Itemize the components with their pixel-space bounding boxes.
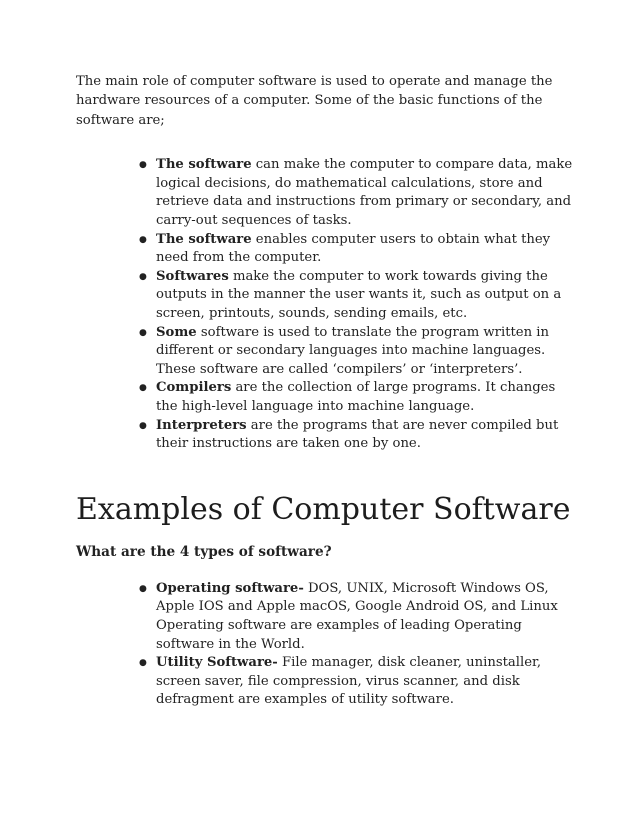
item-text: software is used to translate the program written in different or secondary languages into machine languages. These software are called ‘compilers’ or ‘interpreters’. xyxy=(156,324,549,377)
list-item xyxy=(76,324,576,380)
list-item xyxy=(76,417,576,454)
bullet-icon: ● xyxy=(139,658,147,669)
item-bold-lead: Utility Software- xyxy=(156,655,278,671)
bullet-icon: ● xyxy=(139,327,147,338)
item-bold-lead: Interpreters xyxy=(156,417,247,433)
item-bold-lead: Softwares xyxy=(156,268,229,284)
section-subheading: What are the 4 types of software? xyxy=(76,543,332,560)
item-text: enables computer users to obtain what they need from the computer. xyxy=(156,231,551,266)
item-text: can make the computer to compare data, make logical decisions, do mathematical calculations, store and retrieve data and instructions from primary or secondary, and carry-out sequences of tasks. xyxy=(156,157,573,228)
item-bold-lead: The software xyxy=(156,231,252,247)
list-item xyxy=(76,231,576,268)
item-text: File manager, disk cleaner, uninstaller, screen saver, file compression, virus scanner, and disk defragment are examples of utility software. xyxy=(156,655,542,708)
section-heading: Examples of Computer Software xyxy=(76,491,571,527)
bullet-icon: ● xyxy=(139,234,147,245)
list-item xyxy=(76,379,576,416)
item-bold-lead: Some xyxy=(156,324,197,340)
list-item xyxy=(76,580,576,654)
item-text: are the collection of large programs. It changes the high-level language into machine language. xyxy=(156,380,556,414)
item-text: make the computer to work towards giving the outputs in the manner the user wants it, such as output on a screen, printouts, sounds, sending emails, etc. xyxy=(156,268,562,321)
list-item xyxy=(76,654,576,710)
item-bold-lead: Operating software- xyxy=(156,580,304,596)
item-bold-lead: Compilers xyxy=(156,380,232,396)
bullet-icon: ● xyxy=(139,583,147,594)
list-item xyxy=(76,268,576,324)
bullet-icon: ● xyxy=(139,160,147,171)
bullet-icon: ● xyxy=(139,383,147,394)
intro-paragraph: The main role of computer software is used to operate and manage the hardware resources of a computer. Some of the basic functions of the software are; xyxy=(76,74,553,128)
list-item xyxy=(76,156,576,230)
item-text: are the programs that are never compiled but their instructions are taken one by one. xyxy=(156,417,559,452)
item-bold-lead: The software xyxy=(156,157,252,173)
functions-list xyxy=(76,156,576,454)
document-page xyxy=(76,72,576,710)
bullet-icon: ● xyxy=(139,271,147,282)
item-text: DOS, UNIX, Microsoft Windows OS, Apple IOS and Apple macOS, Google Android OS, and Linux Operating software are examples of leading Operating software in the World. xyxy=(156,580,558,652)
software-types-list xyxy=(76,580,576,710)
bullet-icon: ● xyxy=(139,420,147,431)
